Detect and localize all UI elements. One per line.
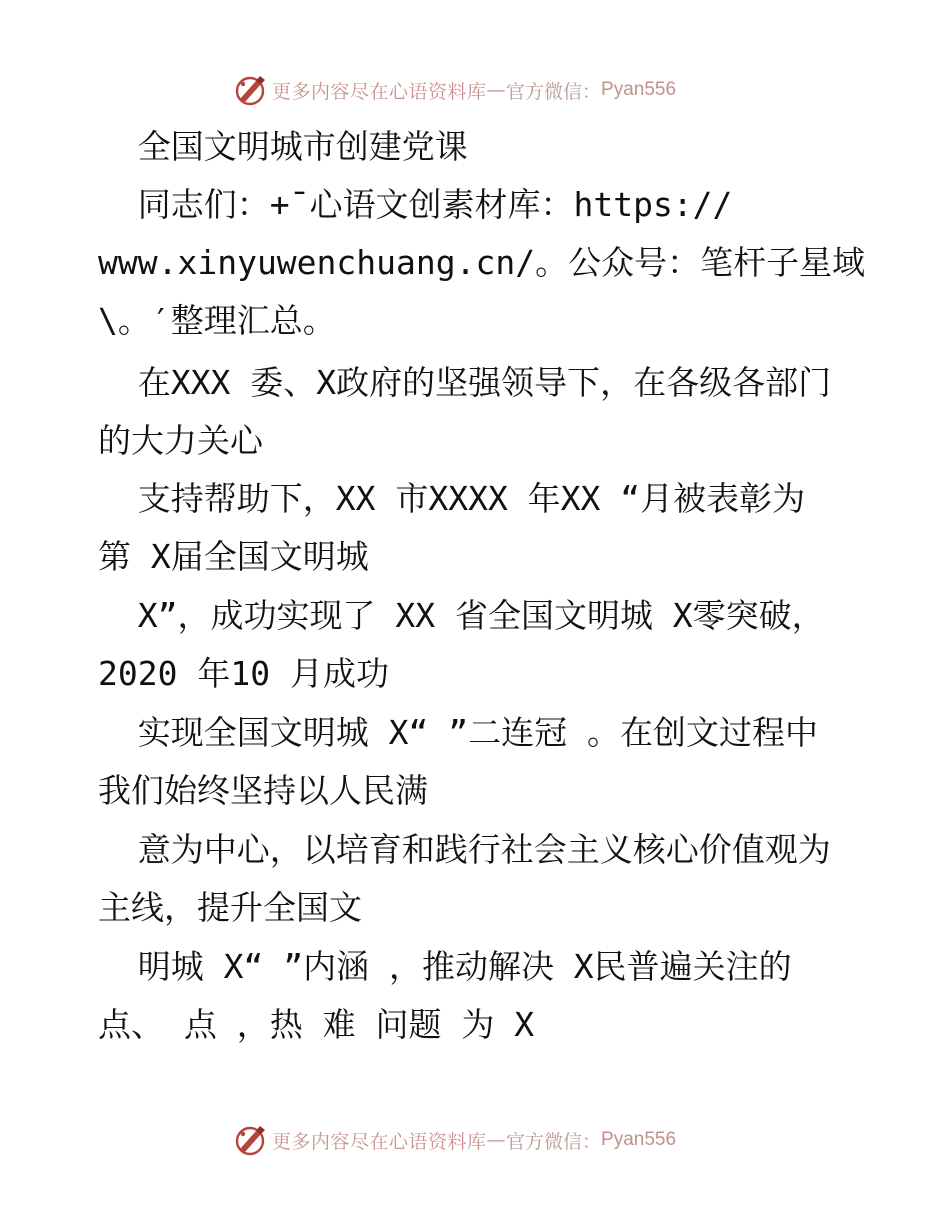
text-line: 我们始终坚持以人民满: [98, 771, 428, 810]
text-line: 意为中心，以培育和践行社会主义核心价值观为: [98, 830, 831, 869]
banner-wechat-label: 官方微信：: [506, 1130, 602, 1153]
header-banner: [234, 72, 676, 108]
text-line: 点、 点 ，热 难 问题 为 X: [98, 1005, 535, 1044]
text-line: 2020 年10 月成功: [98, 654, 389, 693]
banner-wechat-label: 官方微信：: [506, 80, 602, 103]
pen-logo-icon: [234, 1123, 268, 1157]
banner-wechat-id: Pyan556: [601, 79, 677, 100]
text-line: 明城 X“ ”内涵 ，推动解决 X民普遍关注的: [98, 947, 792, 986]
banner-promo-text: 更多内容尽在心语资料库: [272, 80, 487, 103]
text-line: 的大力关心: [98, 421, 263, 460]
banner-promo-text: 更多内容尽在心语资料库: [272, 1130, 487, 1153]
pen-logo-icon: [234, 73, 268, 107]
text-line: www.xinyuwenchuang.cn/。公众号：笔杆子星域: [98, 243, 866, 282]
text-line: 第 X届全国文明城: [98, 537, 369, 576]
footer-banner: [234, 1122, 676, 1158]
text-line: 同志们：+¯心语文创素材库：https://: [98, 185, 733, 224]
text-line: 实现全国文明城 X“ ”二连冠 。在创文过程中: [98, 713, 818, 752]
text-line: 支持帮助下，XX 市XXXX 年XX “月被表彰为: [98, 479, 806, 518]
text-line: \。′整理汇总。: [98, 301, 336, 340]
text-line-title: 全国文明城市创建党课: [98, 127, 468, 166]
text-line: 在XXX 委、X政府的坚强领导下，在各级各部门: [98, 363, 832, 402]
banner-dash: —: [486, 79, 507, 101]
banner-dash: —: [486, 1129, 507, 1151]
banner-wechat-id: Pyan556: [601, 1129, 677, 1150]
text-line: 主线，提升全国文: [98, 888, 362, 927]
text-line: X”，成功实现了 XX 省全国文明城 X零突破，: [98, 596, 825, 635]
